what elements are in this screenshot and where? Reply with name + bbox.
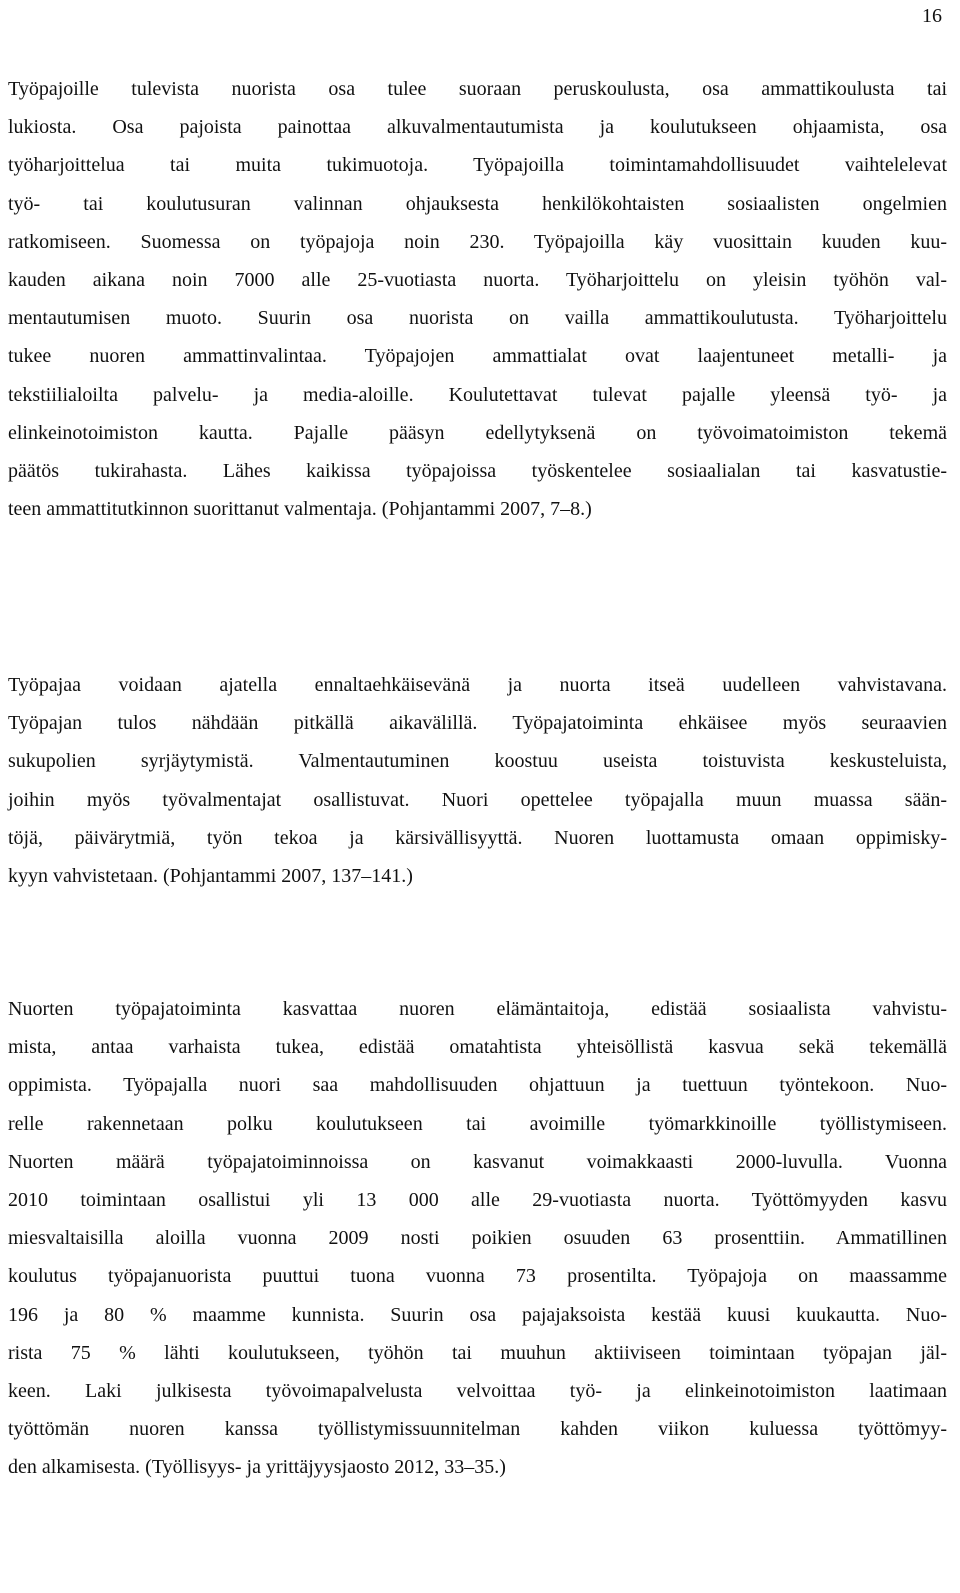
text-line: elinkeinotoimiston kautta. Pajalle pääsyn edellytyksenä on työvoimatoimiston tekemä: [8, 421, 947, 444]
text-line: Työpajan tulos nähdään pitkällä aikavälillä. Työpajatoiminta ehkäisee myös seuraavien: [8, 712, 947, 735]
text-line: Nuorten työpajatoiminta kasvattaa nuoren elämäntaitoja, edistää sosiaalista vahvistu-: [8, 998, 947, 1020]
text-line: lukiosta. Osa pajoista painottaa alkuvalmentautumista ja koulutukseen ohjaamista, osa: [8, 116, 947, 139]
text-line: kauden aikana noin 7000 alle 25-vuotiasta nuorta. Työharjoittelu on yleisin työhön val-: [8, 269, 947, 292]
text-line: Työpajoille tulevista nuorista osa tulee suoraan peruskoulusta, osa ammattikoulusta tai: [8, 78, 947, 100]
text-line: 196 ja 80 % maamme kunnista. Suurin osa pajajaksoista kestää kuusi kuukautta. Nuo-: [8, 1303, 947, 1326]
text-line: keen. Laki julkisesta työvoimapalvelusta velvoittaa työ- ja elinkeinotoimiston laatimaan: [8, 1380, 947, 1403]
text-line: työ- tai koulutusuran valinnan ohjauksesta henkilökohtaisten sosiaalisten ongelmien: [8, 192, 947, 215]
text-line: teen ammattitutkinnon suorittanut valmentaja. (Pohjantammi 2007, 7–8.): [8, 498, 592, 521]
text-line: ratkomiseen. Suomessa on työpajoja noin 230. Työpajoilla käy vuosittain kuuden kuu-: [8, 230, 947, 253]
text-line: oppimista. Työpajalla nuori saa mahdollisuuden ohjattuun ja tuettuun työntekoon. Nuo-: [8, 1074, 947, 1097]
text-line: rista 75 % lähti koulutukseen, työhön tai muuhun aktiiviseen toimintaan työpajan jäl-: [8, 1341, 947, 1364]
text-line: työttömän nuoren kanssa työllistymissuunnitelman kahden viikon kuluessa työttömyy-: [8, 1418, 947, 1441]
text-line: mista, antaa varhaista tukea, edistää omatahtista yhteisöllistä kasvua sekä tekemällä: [8, 1036, 947, 1059]
text-line: relle rakennetaan polku koulutukseen tai avoimille työmarkkinoille työllistymiseen.: [8, 1112, 947, 1135]
text-line: tekstiilialoilta palvelu- ja media-aloille. Koulutettavat tulevat pajalle yleensä työ- ja: [8, 383, 947, 406]
text-line: Työpajaa voidaan ajatella ennaltaehkäisevänä ja nuorta itseä uudelleen vahvistavana.: [8, 674, 947, 696]
text-line: kyyn vahvistetaan. (Pohjantammi 2007, 137–141.): [8, 865, 413, 888]
text-line: sukupolien syrjäytymistä. Valmentautuminen koostuu useista toistuvista keskusteluista,: [8, 750, 947, 773]
text-line: koulutus työpajanuorista puuttui tuona vuonna 73 prosentilta. Työpajoja on maassamme: [8, 1265, 947, 1288]
text-line: Nuorten määrä työpajatoiminnoissa on kasvanut voimakkaasti 2000-luvulla. Vuonna: [8, 1150, 947, 1173]
paragraph-3: [8, 990, 947, 1487]
text-line: tukee nuoren ammattinvalintaa. Työpajojen ammattialat ovat laajentuneet metalli- ja: [8, 345, 947, 368]
page-number: 16: [922, 5, 942, 27]
paragraph-1: [8, 70, 947, 528]
text-line: miesvaltaisilla aloilla vuonna 2009 nosti poikien osuuden 63 prosenttiin. Ammatillinen: [8, 1227, 947, 1250]
text-line: joihin myös työvalmentajat osallistuvat. Nuori opettelee työpajalla muun muassa sään-: [8, 788, 947, 811]
paragraph-2: [8, 666, 947, 895]
text-line: työharjoittelua tai muita tukimuotoja. Työpajoilla toimintamahdollisuudet vaihtelelevat: [8, 154, 947, 177]
text-line: 2010 toimintaan osallistui yli 13 000 alle 29-vuotiasta nuorta. Työttömyyden kasvu: [8, 1189, 947, 1212]
text-line: mentautumisen muoto. Suurin osa nuorista on vailla ammattikoulutusta. Työharjoittelu: [8, 307, 947, 330]
text-line: töjä, päivärytmiä, työn tekoa ja kärsivällisyyttä. Nuoren luottamusta omaan oppimisky-: [8, 826, 947, 849]
text-line: päätös tukirahasta. Lähes kaikissa työpajoissa työskentelee sosiaalialan tai kasvatustie-: [8, 460, 947, 483]
text-line: den alkamisesta. (Työllisyys- ja yrittäjyysjaosto 2012, 33–35.): [8, 1456, 506, 1479]
